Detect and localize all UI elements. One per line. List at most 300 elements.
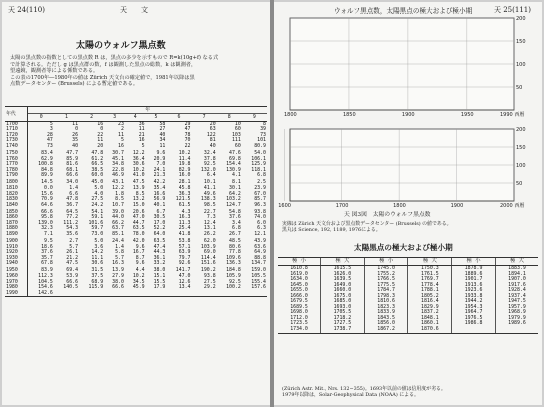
value-cell: 45.0 (91, 179, 104, 186)
value-cell: 63.5 (153, 238, 166, 245)
value-cell: 25.4 (178, 225, 191, 232)
value-cell: 26 (72, 131, 79, 138)
value-cell: 83.9 (41, 267, 53, 274)
value-cell: 3.6 (94, 243, 104, 250)
y-tick-label: 150 (516, 145, 526, 151)
value-cell: 4.0 (94, 190, 104, 197)
value-cell: 52.2 (153, 225, 166, 232)
value-cell: 5.8 (115, 249, 124, 256)
value-cell: 22.8 (112, 166, 124, 173)
corner-header: 年代 (5, 107, 28, 122)
value-cell: 13.4 (178, 284, 191, 291)
extrema-cell: 1784.7 (364, 288, 408, 294)
value-cell: 92.5 (229, 278, 241, 285)
intro-text (10, 55, 218, 88)
value-cell: 157.6 (251, 284, 266, 291)
extrema-cell: 1933.8 (452, 294, 496, 300)
running-header: ウォルフ黒点数，太陽黒点の極大および極小期 (334, 7, 473, 15)
value-cell: 12.2 (132, 150, 145, 157)
decade-cell: 1820 (5, 192, 28, 198)
value-cell (242, 291, 267, 297)
value-cell: 45.9 (132, 284, 145, 291)
extrema-cell: 1639.5 (321, 277, 365, 283)
value-cell: 10.1 (203, 179, 216, 186)
value-cell: 37.8 (203, 155, 216, 162)
value-cell: 3.4 (231, 219, 241, 226)
value-cell: 44.0 (112, 214, 124, 221)
value-cell: 83.4 (41, 150, 53, 157)
value-cell: 93.8 (203, 273, 216, 279)
extrema-cell: 1944.2 (452, 299, 496, 305)
x-tick-label: 2000 西暦 (500, 203, 525, 209)
value-cell: 98.5 (203, 201, 216, 208)
value-cell: 39 (260, 126, 266, 133)
value-cell: 35.7 (41, 254, 53, 261)
value-cell: 41.8 (178, 230, 191, 237)
extrema-cell: 1666.0 (290, 292, 308, 299)
table-header-row (5, 107, 267, 114)
extrema-cell: 1679.5 (290, 298, 308, 305)
decade-cell: 1790 (5, 173, 28, 179)
value-cell: 7.3 (206, 214, 216, 221)
value-cell (125, 291, 146, 297)
value-cell: 5 (120, 137, 124, 144)
extrema-title: 太陽黒点の極大および極小期 (354, 243, 453, 252)
value-cell: 57.1 (178, 243, 191, 250)
value-cell: 6.8 (257, 172, 266, 179)
value-cell: 4.3 (181, 208, 191, 215)
value-cell: 47.6 (229, 150, 241, 157)
decade-cell: 1870 (5, 221, 28, 227)
value-cell: 9.6 (156, 150, 166, 157)
x-tick-label: 1900 (450, 203, 464, 209)
value-cell: 9.6 (135, 260, 145, 267)
value-cell: 47.0 (132, 214, 145, 221)
value-cell: 61.2 (91, 155, 104, 162)
value-cell: 138.3 (200, 196, 216, 203)
value-cell: 80.6 (229, 243, 241, 250)
value-cell: 47.5 (66, 260, 79, 267)
digit-header: 9 (242, 114, 267, 121)
value-cell: 54.8 (229, 208, 241, 215)
value-cell: 64.5 (66, 208, 79, 215)
value-cell: 81 (209, 137, 216, 144)
value-cell: 40 (209, 143, 216, 149)
value-cell: 54.3 (66, 225, 79, 232)
value-cell: 105.9 (226, 273, 241, 279)
value-cell: 41.0 (132, 172, 145, 179)
value-cell: 28 (46, 131, 53, 138)
extrema-cell: 1769.7 (408, 277, 452, 283)
y-tick-label: 200 (516, 16, 526, 22)
page-title: 太陽のウォルフ黒点数 (76, 41, 166, 51)
value-cell: 159.0 (251, 267, 266, 274)
extrema-cell: 1610.8 (290, 265, 308, 271)
page-number-left: 天 24(110) (8, 6, 45, 14)
value-cell: 77.8 (229, 249, 241, 256)
value-cell: 155.4 (251, 278, 266, 285)
x-tick-label: 1850 (342, 112, 356, 118)
extrema-cell: 1619.0 (290, 270, 308, 277)
value-cell: 154.6 (38, 284, 53, 291)
value-cell: 24.1 (153, 166, 166, 173)
value-cell: 5 (49, 120, 53, 127)
extrema-cell: 1718.2 (321, 316, 365, 322)
value-cell: 62.9 (41, 155, 53, 162)
value-cell (104, 291, 125, 297)
value-cell: 13.2 (132, 196, 145, 203)
extrema-cell: 1829.9 (408, 305, 452, 311)
extrema-header-row (278, 258, 538, 266)
value-cell: 5.7 (69, 243, 79, 250)
digit-header: 6 (166, 114, 191, 121)
value-cell: 66.6 (66, 172, 79, 179)
digit-header: 1 (54, 114, 79, 121)
decade-cell: 1890 (5, 232, 28, 238)
extrema-cell: 1755.2 (364, 272, 408, 278)
value-cell: 69.0 (203, 249, 216, 256)
value-cell: 11 (138, 126, 145, 133)
extrema-cell: 1645.0 (290, 281, 308, 288)
y-tick-label: 100 (516, 62, 526, 68)
value-cell: 103.2 (226, 196, 241, 203)
value-cell: 81.6 (66, 161, 79, 168)
extrema-table-body (278, 266, 538, 334)
value-cell: 63 (209, 126, 216, 133)
value-cell: 48.5 (229, 238, 241, 245)
value-cell: 2 (120, 126, 124, 133)
value-cell: 190.2 (200, 267, 216, 274)
value-cell: 82.9 (178, 166, 191, 173)
x-tick-label: 1950 (460, 112, 474, 118)
value-cell: 18.6 (41, 243, 53, 250)
sunspot-chart-1800-1990 (278, 14, 538, 124)
extrema-cell: 1867.2 (364, 327, 408, 333)
value-cell: 89.9 (41, 172, 53, 179)
value-cell: 15.6 (41, 190, 53, 197)
value-cell: 9.6 (135, 243, 145, 250)
value-cell: 21.2 (66, 254, 79, 261)
value-cell: 115.9 (88, 284, 104, 291)
extrema-cell: 1917.6 (495, 283, 538, 289)
extrema-cell: 1745.0 (364, 266, 408, 272)
decade-cell: 1990 (5, 291, 28, 297)
value-cell: 93.8 (254, 208, 266, 215)
value-cell: 10 (234, 120, 241, 127)
value-cell: 68.9 (91, 278, 104, 285)
value-cell: 73.0 (91, 230, 104, 237)
value-cell: 22.7 (203, 208, 216, 215)
value-cell: 1.4 (69, 185, 79, 192)
extrema-header-cell: 極 大 (321, 258, 365, 266)
extrema-cell: 1947.5 (495, 299, 538, 305)
value-cell: 8.1 (231, 179, 241, 186)
extrema-cell: 1860.1 (408, 321, 452, 327)
value-cell: 101 (257, 137, 266, 144)
extrema-cell: 1954.3 (452, 305, 496, 311)
extrema-cell: 1738.7 (321, 327, 365, 333)
value-cell: 37.5 (91, 273, 104, 279)
value-cell: 151.6 (200, 260, 216, 267)
x-tick-label: 1700 (335, 203, 349, 209)
value-cell: 32.3 (41, 225, 53, 232)
value-cell: 78.0 (132, 230, 145, 237)
value-cell: 36.1 (153, 254, 166, 261)
value-cell: 68.1 (66, 166, 79, 173)
value-cell: 21 (138, 131, 145, 138)
value-cell: 13.9 (112, 267, 124, 274)
value-cell: 14.2 (91, 249, 104, 256)
table-row (5, 203, 267, 209)
value-cell: 111 (231, 137, 241, 144)
decade-cell: 1740 (5, 144, 28, 150)
value-cell: 59.1 (91, 214, 104, 221)
value-cell: 44.7 (132, 219, 145, 226)
value-cell: 66.5 (91, 161, 104, 168)
decade-cell: 1860 (5, 215, 28, 221)
value-cell: 63.7 (112, 225, 124, 232)
value-cell: 19.8 (178, 161, 191, 168)
value-cell: 36 (138, 120, 145, 127)
value-cell: 64.0 (153, 230, 166, 237)
value-cell: 106.1 (251, 155, 266, 162)
value-cell: 134.7 (251, 260, 266, 267)
value-cell: 70.9 (41, 196, 53, 203)
value-cell: 66.6 (66, 278, 79, 285)
extrema-cell: 1986.8 (452, 321, 496, 327)
value-cell: 38.5 (91, 166, 104, 173)
right-page (274, 2, 542, 405)
value-cell: 45.1 (112, 155, 124, 162)
extrema-cell: 1761.5 (408, 272, 452, 278)
value-cell: 109.6 (226, 254, 241, 261)
value-cell: 47.8 (66, 196, 79, 203)
value-cell: 84.8 (41, 166, 53, 173)
value-cell: 47.8 (91, 150, 104, 157)
value-cell: 35.4 (153, 185, 166, 192)
value-cell: 20.9 (153, 155, 166, 162)
value-cell: 139.0 (38, 219, 53, 226)
value-cell: 23 (118, 120, 124, 127)
value-cell: 29 (184, 120, 191, 127)
value-cell: 103 (231, 131, 241, 138)
value-cell: 88.8 (254, 254, 266, 261)
extrema-cell: 1878.9 (452, 266, 496, 272)
value-cell: 11.1 (91, 254, 104, 261)
value-cell: 47 (184, 126, 191, 133)
value-cell: 7.1 (44, 230, 53, 237)
value-cell: 0.0 (44, 185, 53, 192)
extrema-cell: 1626.0 (321, 272, 365, 278)
value-cell: 27 (159, 126, 166, 133)
value-cell: 20 (97, 143, 104, 149)
value-cell: 44.3 (153, 249, 166, 256)
extrema-cell: 1823.3 (364, 305, 408, 311)
value-cell: 64.6 (41, 201, 53, 208)
extrema-cell: 1883.9 (495, 266, 538, 272)
extrema-header-cell: 極 小 (364, 258, 408, 266)
value-cell: 6.7 (156, 208, 166, 215)
extrema-cell: 1937.4 (495, 294, 538, 300)
value-cell: 4.1 (231, 172, 241, 179)
value-cell: 47.7 (66, 150, 79, 157)
digit-header: 4 (125, 114, 146, 121)
value-cell: 8.5 (135, 190, 145, 197)
value-cell: 105.5 (251, 273, 266, 279)
extrema-cell: 1649.0 (321, 283, 365, 289)
value-cell: 5.7 (115, 254, 124, 261)
value-cell: 16.3 (178, 214, 191, 221)
table-body (5, 121, 267, 296)
value-cell: 39.0 (112, 208, 124, 215)
value-cell: 8 (263, 120, 266, 127)
extrema-cell: 1913.6 (452, 283, 496, 289)
value-cell: 7.0 (156, 161, 166, 168)
decade-cell: 1940 (5, 261, 28, 267)
value-cell: 47.5 (132, 179, 145, 186)
extrema-cell: 1615.5 (321, 266, 365, 272)
extrema-cell: 1843.5 (364, 316, 408, 322)
extrema-cell: 1723.5 (290, 320, 308, 327)
value-cell: 11 (72, 120, 79, 127)
extrema-cell: 1705.5 (321, 310, 365, 316)
digit-header: 8 (217, 114, 242, 121)
extrema-cell: 1968.9 (495, 310, 538, 316)
value-cell: 112.3 (38, 273, 53, 279)
value-cell: 30.1 (229, 185, 241, 192)
value-cell: 16.3 (112, 260, 124, 267)
value-cell: 80.9 (254, 143, 266, 149)
decade-cell: 1880 (5, 226, 28, 232)
value-cell: 92.6 (178, 260, 191, 267)
decade-cell: 1810 (5, 186, 28, 192)
value-cell: 6.3 (257, 225, 266, 232)
extrema-cell (452, 327, 496, 333)
value-cell: 20 (209, 120, 216, 127)
sunspot-extrema-table (278, 257, 538, 334)
value-cell: 58 (159, 120, 166, 127)
decade-cell: 1760 (5, 157, 28, 163)
value-cell: 60 (234, 143, 241, 149)
note-line: 黒丸は Science, 192, 1189, 1976による。 (282, 227, 381, 233)
value-cell: 96.3 (254, 201, 266, 208)
extrema-cell: 1848.1 (408, 316, 452, 322)
extrema-cell: 1788.1 (408, 288, 452, 294)
value-cell: 95.8 (41, 214, 53, 221)
value-cell: 8.7 (135, 254, 145, 261)
value-cell: 6.0 (257, 219, 266, 226)
extrema-cell: 1727.5 (321, 321, 365, 327)
decade-cell: 1830 (5, 197, 28, 203)
value-cell: 67.0 (254, 190, 266, 197)
extrema-cell: 1833.9 (364, 310, 408, 316)
value-cell: 77.2 (66, 214, 79, 221)
value-cell: 21.3 (153, 172, 166, 179)
value-cell: 10.2 (178, 150, 191, 157)
extrema-cell: 1837.2 (408, 310, 452, 316)
value-cell: 16 (138, 137, 145, 144)
decade-cell: 1730 (5, 138, 28, 144)
extrema-cell: 1766.5 (364, 277, 408, 283)
value-cell: 34.5 (132, 278, 145, 285)
value-cell: 37.6 (41, 249, 53, 256)
x-tick-label: 1900 (401, 112, 415, 118)
value-cell (192, 291, 217, 297)
decade-cell: 1700 (5, 121, 28, 127)
value-cell: 16 (118, 143, 124, 149)
value-cell: 27.5 (203, 278, 216, 285)
intro-line: で計算される。ただし g は黒点群の数，f は観測した黒点の総数，k は観測者， (10, 61, 197, 68)
value-cell: 124.7 (226, 201, 241, 208)
extrema-cell: 1798.3 (364, 294, 408, 300)
value-cell: 85.7 (254, 196, 266, 203)
value-cell: 47 (46, 137, 53, 144)
value-cell: 15.1 (153, 273, 166, 279)
decade-cell: 1800 (5, 179, 28, 186)
value-cell: 103.9 (200, 243, 216, 250)
x-tick-label: 1600 (278, 203, 291, 209)
footnote-line: 1979年以降は，Solar-Geophysical Data (NOAA) による。 (282, 392, 419, 398)
extrema-cell: 1923.6 (452, 288, 496, 294)
figure-caption: 天 図3図 太陽のウォルフ黒点数 (344, 212, 431, 218)
value-cell: 37.6 (229, 214, 241, 221)
value-cell: 61.5 (178, 201, 191, 208)
sunspot-number-table (5, 106, 267, 297)
intro-line: 点数データセンター (Brussels) による暫定値である。 (10, 81, 139, 88)
value-cell: 27.9 (112, 273, 124, 279)
value-cell: 40.1 (153, 201, 166, 208)
y-tick-label: 100 (516, 163, 526, 169)
value-cell: 1.4 (115, 243, 124, 250)
extrema-cell: 1778.4 (408, 283, 452, 289)
table-row (5, 291, 267, 297)
section-header: 天 文 (120, 6, 148, 14)
value-cell: 66.6 (41, 208, 53, 215)
value-cell: 17.9 (153, 284, 166, 291)
intro-line: この表の1700年―1980年の値は Zürich 天文台の確定値で，1981年以降は黒 (10, 74, 195, 81)
digit-header: 2 (79, 114, 104, 121)
value-cell: 14.5 (41, 179, 53, 186)
value-cell: 35 (72, 137, 79, 144)
extrema-cell (495, 327, 538, 333)
decade-cell: 1970 (5, 280, 28, 286)
value-cell: 12.2 (112, 185, 124, 192)
value-cell: 1.8 (115, 190, 124, 197)
extrema-cell: 1907.0 (495, 277, 538, 283)
value-cell: 11 (159, 143, 166, 149)
value-cell: 30.7 (112, 150, 124, 157)
value-cell: 6.4 (206, 172, 216, 179)
extrema-cell: 1734.0 (278, 327, 321, 333)
value-cell: 12.4 (203, 219, 216, 226)
value-cell: 100.2 (226, 284, 241, 291)
value-cell: 85.9 (66, 155, 79, 162)
value-cell: 74.0 (254, 214, 266, 221)
value-cell: 47.4 (153, 243, 166, 250)
value-cell: 53.9 (66, 273, 79, 279)
value-cell: 9.5 (44, 238, 53, 245)
value-cell: 10.2 (132, 273, 145, 279)
value-cell: 70 (184, 137, 191, 144)
value-cell: 136.3 (226, 260, 241, 267)
value-cell: 111.2 (63, 219, 79, 226)
extrema-cell: 1810.6 (364, 299, 408, 305)
value-cell: 24.4 (112, 238, 124, 245)
y-tick-label: 150 (516, 39, 526, 45)
value-cell: 11.3 (178, 219, 191, 226)
value-cell: 53.8 (178, 238, 191, 245)
value-cell (79, 291, 104, 297)
